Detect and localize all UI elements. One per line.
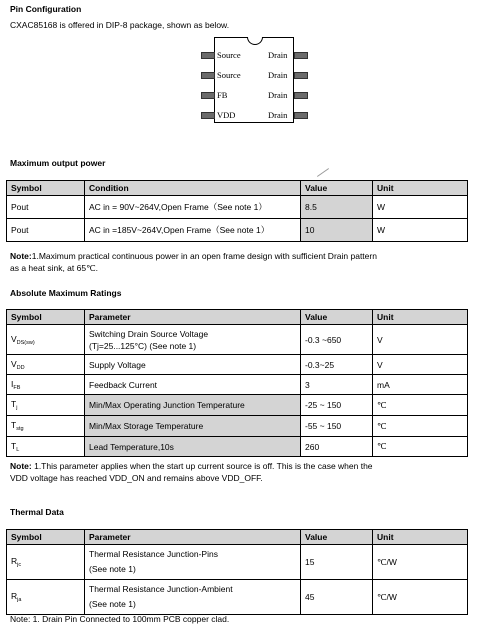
abs-max-title: Absolute Maximum Ratings xyxy=(10,288,122,298)
pin-label-drain: Drain xyxy=(268,90,288,100)
cell-value: -0.3 ~650 xyxy=(301,325,373,355)
cell-parameter: Min/Max Operating Junction Temperature xyxy=(85,395,301,416)
cell-unit: ℃ xyxy=(373,437,468,457)
col-header-value: Value xyxy=(301,181,373,196)
cell-value: 10 xyxy=(301,219,373,242)
note-text: as a heat sink, at 65℃. xyxy=(10,263,98,273)
cell-value: -55 ~ 150 xyxy=(301,416,373,437)
cell-symbol: $I_{FB}$ xyxy=(7,375,85,395)
cell-unit: W xyxy=(373,196,468,219)
pin-config-title: Pin Configuration xyxy=(10,4,82,14)
col-header-unit: Unit xyxy=(373,530,468,545)
col-header-parameter: Parameter xyxy=(85,310,301,325)
stray-mark xyxy=(317,168,329,177)
cell-value: -0.3~25 xyxy=(301,355,373,375)
col-header-symbol: Symbol xyxy=(7,530,85,545)
cell-parameter: Thermal Resistance Junction-Pins (See note 1) xyxy=(85,545,301,580)
pin-label-source: Source xyxy=(217,70,241,80)
cell-value: 8.5 xyxy=(301,196,373,219)
table-row xyxy=(7,355,468,375)
table-row xyxy=(7,375,468,395)
note-text: 1.This parameter applies when the start up current source is off. This is the case when the xyxy=(31,461,373,471)
pin-left-2 xyxy=(201,72,215,79)
col-header-symbol: Symbol xyxy=(7,181,85,196)
pin-label-drain: Drain xyxy=(268,50,288,60)
cell-value: -25 ~ 150 xyxy=(301,395,373,416)
cell-unit: mA xyxy=(373,375,468,395)
col-header-unit: Unit xyxy=(373,181,468,196)
pin-label-drain: Drain xyxy=(268,70,288,80)
cell-symbol: $V_{DS(sw)}$ xyxy=(7,325,85,355)
cell-value: 260 xyxy=(301,437,373,457)
col-header-parameter: Parameter xyxy=(85,530,301,545)
pin-label-drain: Drain xyxy=(268,110,288,120)
cell-condition: AC in =185V~264V,Open Frame（See note 1） xyxy=(85,219,301,242)
table-header-row xyxy=(7,181,468,196)
table-row xyxy=(7,416,468,437)
thermal-note: Note: 1. Drain Pin Connected to 100mm PCB copper clad. xyxy=(10,614,230,624)
table-row xyxy=(7,545,468,580)
pin-config-description: CXAC85168 is offered in DIP-8 package, shown as below. xyxy=(10,20,230,30)
cell-symbol: $V_{DD}$ xyxy=(7,355,85,375)
pin-left-1 xyxy=(201,52,215,59)
cell-value: 3 xyxy=(301,375,373,395)
col-header-unit: Unit xyxy=(373,310,468,325)
thermal-table xyxy=(6,529,468,615)
pin-label-fb: FB xyxy=(217,90,228,100)
note-text: VDD voltage has reached VDD_ON and remains above VDD_OFF. xyxy=(10,473,263,483)
cell-unit: V xyxy=(373,355,468,375)
cell-symbol: $R_{ja}$ xyxy=(7,580,85,615)
note-text: 1.Maximum practical continuous power in an open frame design with sufficient Drain pattern xyxy=(31,251,377,261)
pin-right-1 xyxy=(294,52,308,59)
cell-unit: ℃/W xyxy=(373,580,468,615)
cell-symbol: $T_L$ xyxy=(7,437,85,457)
cell-parameter: Switching Drain Source Voltage (Tj=25...125°C) (See note 1) xyxy=(85,325,301,355)
cell-parameter: Supply Voltage xyxy=(85,355,301,375)
table-row xyxy=(7,196,468,219)
table-row xyxy=(7,325,468,355)
cell-unit: ℃ xyxy=(373,416,468,437)
col-header-value: Value xyxy=(301,310,373,325)
cell-unit: ℃ xyxy=(373,395,468,416)
abs-max-table xyxy=(6,309,468,457)
table-row xyxy=(7,580,468,615)
table-row xyxy=(7,395,468,416)
pin-left-3 xyxy=(201,92,215,99)
cell-symbol: Pout xyxy=(7,196,85,219)
table-row xyxy=(7,219,468,242)
max-output-note: Note:1.Maximum practical continuous power in an open frame design with sufficient Drain pattern as a heat sink, at 65℃. xyxy=(10,251,377,273)
pin-right-2 xyxy=(294,72,308,79)
abs-max-note: Note: 1.This parameter applies when the start up current source is off. This is the case when the VDD voltage has reached VDD_ON and remains above VDD_OFF. xyxy=(10,461,373,483)
cell-parameter: Thermal Resistance Junction-Ambient (See note 1) xyxy=(85,580,301,615)
table-row xyxy=(7,437,468,457)
max-output-title: Maximum output power xyxy=(10,158,106,168)
max-output-table xyxy=(6,180,468,242)
cell-parameter: Min/Max Storage Temperature xyxy=(85,416,301,437)
cell-value: 15 xyxy=(301,545,373,580)
pin-right-3 xyxy=(294,92,308,99)
table-header-row xyxy=(7,310,468,325)
table-header-row xyxy=(7,530,468,545)
cell-condition: AC in = 90V~264V,Open Frame（See note 1） xyxy=(85,196,301,219)
cell-value: 45 xyxy=(301,580,373,615)
cell-symbol: Pout xyxy=(7,219,85,242)
col-header-condition: Condition xyxy=(85,181,301,196)
package-notch xyxy=(247,37,263,45)
cell-unit: ℃/W xyxy=(373,545,468,580)
pin-label-source: Source xyxy=(217,50,241,60)
cell-parameter: Lead Temperature,10s xyxy=(85,437,301,457)
col-header-symbol: Symbol xyxy=(7,310,85,325)
cell-parameter: Feedback Current xyxy=(85,375,301,395)
pin-right-4 xyxy=(294,112,308,119)
cell-symbol: $T_j$ xyxy=(7,395,85,416)
pin-label-vdd: VDD xyxy=(217,110,236,120)
cell-unit: W xyxy=(373,219,468,242)
cell-symbol: $R_{jc}$ xyxy=(7,545,85,580)
pin-left-4 xyxy=(201,112,215,119)
col-header-value: Value xyxy=(301,530,373,545)
thermal-title: Thermal Data xyxy=(10,507,64,517)
cell-symbol: $T_{stg}$ xyxy=(7,416,85,437)
cell-unit: V xyxy=(373,325,468,355)
